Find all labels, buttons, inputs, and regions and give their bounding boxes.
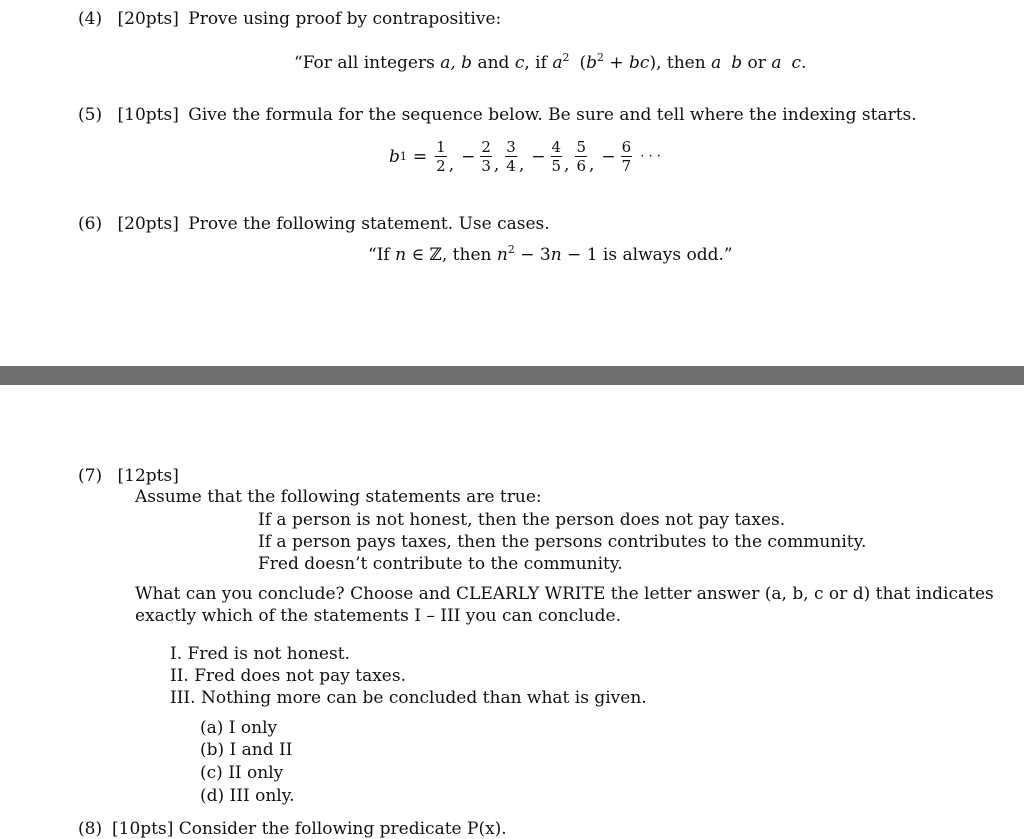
q5-number: (5) — [78, 105, 103, 125]
page-divider — [0, 366, 1024, 385]
term-sign: − — [601, 146, 616, 167]
term-comma: , — [518, 155, 525, 175]
q7-premise-3: Fred doesn’t contribute to the community. — [258, 554, 623, 574]
q4-s-if: , if — [524, 53, 553, 73]
q5-ellipsis: · · · — [640, 149, 661, 164]
q7-header — [78, 466, 179, 486]
q7-intro: Assume that the following statements are true: — [135, 487, 542, 507]
q7-premise-2: If a person pays taxes, then the persons contributes to the community. — [258, 532, 867, 552]
term-sign: − — [531, 146, 546, 167]
q7-question-line2: exactly which of the statements I – III you can conclude. — [135, 606, 621, 626]
term-numerator: 3 — [506, 138, 516, 156]
q7-choice-b: (b) I and II — [200, 740, 293, 760]
q7-statement-2: II. Fred does not pay taxes. — [170, 666, 406, 686]
term-denominator: 7 — [621, 157, 632, 175]
q4-s-exp-b: 2 — [596, 51, 604, 64]
q4-s-a3: a — [771, 53, 782, 73]
q4-s-vars: a, b — [440, 53, 473, 73]
q4-number: (4) — [78, 9, 103, 29]
q8-number: (8) — [78, 819, 103, 839]
term-comma: , — [493, 155, 500, 175]
sequence-term — [575, 138, 587, 175]
q5-b-sub: 1 — [399, 150, 407, 163]
q7-points: [12pts] — [117, 466, 179, 486]
q4-s-open: “For all integers — [294, 53, 441, 73]
q4-s-b2: b — [731, 53, 743, 73]
q7-statement-3: III. Nothing more can be concluded than what is given. — [170, 688, 647, 708]
q5-points: [10pts] — [117, 105, 179, 125]
q6-s-n2: n — [496, 245, 508, 265]
term-denominator: 5 — [551, 157, 562, 175]
q6-s-rest: − 1 is always odd.” — [561, 245, 733, 265]
q8-text: [10pts] Consider the following predicate P(x). — [112, 819, 507, 839]
q4-s-plus: + — [603, 53, 630, 73]
q7-question-line1: What can you conclude? Choose and CLEARLY WRITE the letter answer (a, b, c or d) that indicates — [135, 584, 994, 604]
term-denominator: 4 — [506, 157, 516, 175]
term-numerator: 1 — [436, 138, 446, 156]
term-sign: − — [461, 146, 476, 167]
q6-header — [78, 214, 550, 234]
q6-s-minus: − 3 — [514, 245, 551, 265]
term-comma: , — [589, 155, 595, 175]
q5-header — [78, 105, 917, 125]
term-numerator: 4 — [551, 138, 562, 156]
q6-number: (6) — [78, 214, 103, 234]
term-denominator: 2 — [436, 157, 446, 175]
q4-s-exp: 2 — [562, 51, 570, 64]
sequence-term — [480, 138, 492, 175]
sequence-term — [435, 138, 447, 175]
q6-statement — [368, 243, 733, 265]
q6-prompt: Prove the following statement. Use cases. — [188, 214, 550, 234]
q5-sequence — [389, 138, 661, 175]
term-denominator: 3 — [481, 157, 491, 175]
q6-s-n: n — [395, 245, 407, 265]
term-comma: , — [448, 155, 455, 175]
term-denominator: 6 — [576, 157, 586, 175]
q7-choice-d: (d) III only. — [200, 786, 295, 806]
q4-points: [20pts] — [117, 9, 179, 29]
term-numerator: 2 — [481, 138, 491, 156]
q4-s-lp: ( — [579, 53, 587, 73]
q7-premise-1: If a person is not honest, then the person does not pay taxes. — [258, 510, 786, 530]
q4-statement — [294, 51, 806, 73]
q6-s-open: “If — [368, 245, 396, 265]
q7-number: (7) — [78, 466, 103, 486]
q6-s-n3: n — [550, 245, 562, 265]
q4-s-then: , then — [656, 53, 712, 73]
q8-cutoff — [78, 819, 558, 839]
q4-s-c: c — [514, 53, 525, 73]
q6-s-exp: 2 — [507, 243, 515, 256]
q5-prompt: Give the formula for the sequence below. Be sure and tell where the indexing starts. — [188, 105, 917, 125]
sequence-term — [505, 138, 517, 175]
q4-s-b: b — [586, 53, 597, 73]
q5-terms — [433, 138, 638, 175]
sequence-term — [621, 138, 633, 175]
term-numerator: 5 — [576, 138, 586, 156]
q4-s-rp: ) — [649, 53, 657, 73]
term-numerator: 6 — [621, 138, 632, 156]
q4-s-a: a — [552, 53, 563, 73]
sequence-term — [551, 138, 563, 175]
q7-choice-a: (a) I only — [200, 718, 278, 738]
q6-points: [20pts] — [117, 214, 179, 234]
q7-choice-c: (c) II only — [200, 763, 284, 783]
q4-s-end: . — [800, 53, 807, 73]
q4-s-or: or — [742, 53, 772, 73]
q4-s-c2: c — [791, 53, 801, 73]
term-comma: , — [564, 155, 570, 175]
q4-s-bc: bc — [629, 53, 650, 73]
q4-header — [78, 9, 501, 29]
q4-prompt: Prove using proof by contrapositive: — [188, 9, 502, 29]
q4-s-a2: a — [711, 53, 722, 73]
q4-s-and: and — [472, 53, 515, 73]
q6-s-in: ∈ ℤ, then — [406, 245, 497, 265]
q7-statement-1: I. Fred is not honest. — [170, 644, 350, 664]
q5-b-var: b — [389, 146, 400, 167]
q5-equals: = — [412, 146, 428, 167]
